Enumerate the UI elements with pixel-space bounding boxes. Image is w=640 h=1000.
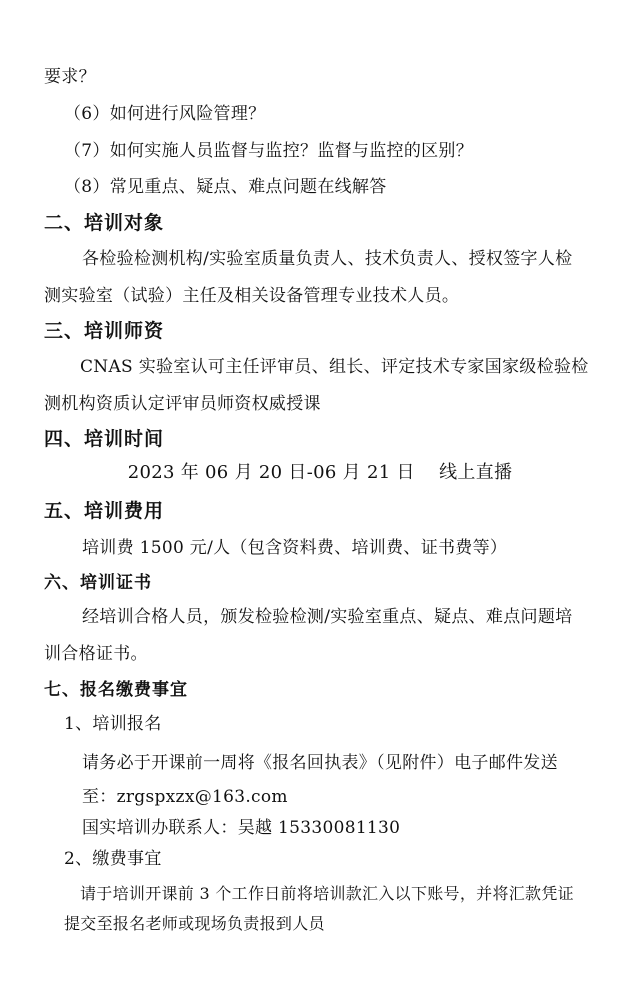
faculty-line-2: 测机构资质认定评审员师资权威授课 bbox=[44, 394, 321, 414]
registration-contact: 国实培训办联系人：吴越 15330081130 bbox=[82, 818, 401, 838]
registration-email: 至：zrgspxzx@163.com bbox=[82, 787, 288, 807]
section-heading-certificate: 六、培训证书 bbox=[44, 573, 152, 593]
question-6: （6）如何进行风险管理？ bbox=[64, 104, 266, 124]
registration-sub-heading-2: 2、缴费事宜 bbox=[64, 849, 162, 869]
question-8: （8）常见重点、疑点、难点问题在线解答 bbox=[64, 177, 387, 197]
section-heading-fee: 五、培训费用 bbox=[44, 500, 165, 522]
time-line: 2023 年 06 月 20 日-06 月 21 日 线上直播 bbox=[127, 462, 513, 483]
section-heading-registration: 七、报名缴费事宜 bbox=[44, 680, 188, 700]
section-heading-faculty: 三、培训师资 bbox=[44, 320, 165, 342]
continuation-text: 要求？ bbox=[44, 67, 96, 87]
audience-line-1: 各检验检测机构/实验室质量负责人、技术负责人、授权签字人检 bbox=[82, 249, 573, 269]
registration-line-1: 请务必于开课前一周将《报名回执表》（见附件）电子邮件发送 bbox=[82, 753, 558, 773]
certificate-line-2: 训合格证书。 bbox=[44, 644, 148, 664]
registration-sub-heading-1: 1、培训报名 bbox=[64, 714, 162, 734]
payment-line-2: 提交至报名老师或现场负责报到人员 bbox=[64, 914, 325, 933]
section-heading-audience: 二、培训对象 bbox=[44, 212, 165, 234]
section-heading-time: 四、培训时间 bbox=[44, 428, 165, 450]
certificate-line-1: 经培训合格人员，颁发检验检测/实验室重点、疑点、难点问题培 bbox=[82, 607, 573, 627]
question-7: （7）如何实施人员监督与监控？监督与监控的区别？ bbox=[64, 141, 474, 161]
faculty-line-1: CNAS 实验室认可主任评审员、组长、评定技术专家国家级检验检 bbox=[80, 357, 589, 377]
audience-line-2: 测实验室（试验）主任及相关设备管理专业技术人员。 bbox=[44, 286, 460, 306]
fee-line: 培训费 1500 元/人（包含资料费、培训费、证书费等） bbox=[82, 538, 508, 558]
payment-line-1: 请于培训开课前 3 个工作日前将培训款汇入以下账号，并将汇款凭证 bbox=[80, 884, 574, 903]
